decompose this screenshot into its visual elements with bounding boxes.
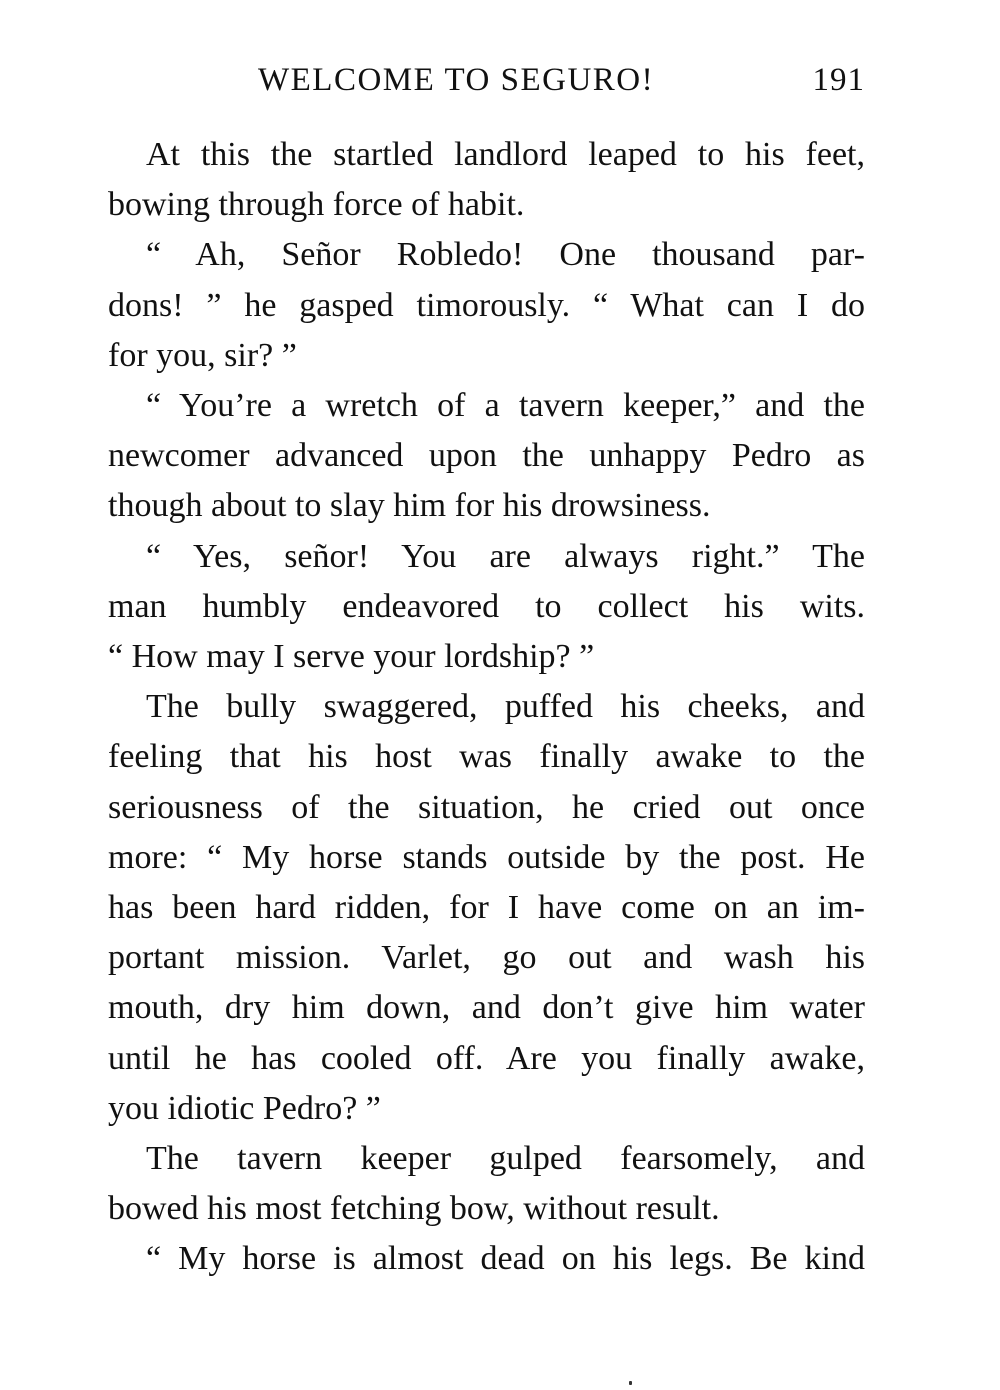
text-line: for you, sir? ” bbox=[108, 336, 297, 374]
running-title: WELCOME TO SEGURO! bbox=[258, 62, 655, 98]
text-line: The tavern keeper gulped fearsomely, and bbox=[146, 1140, 865, 1178]
body-text bbox=[108, 130, 865, 1285]
text-line: has been hard ridden, for I have come on an im- bbox=[108, 889, 865, 927]
paragraph bbox=[108, 1134, 865, 1234]
paragraph bbox=[108, 1234, 865, 1284]
paragraph bbox=[108, 230, 865, 381]
text-line: feeling that his host was finally awake to the bbox=[108, 738, 865, 776]
page-number: 191 bbox=[812, 62, 865, 98]
text-line: At this the startled landlord leaped to his feet, bbox=[146, 136, 865, 173]
paragraph bbox=[108, 532, 865, 683]
print-speck bbox=[629, 1381, 632, 1385]
text-line: “ My horse is almost dead on his legs. Be kind bbox=[146, 1240, 865, 1278]
text-line: you idiotic Pedro? ” bbox=[108, 1089, 381, 1127]
text-line: “ Yes, señor! You are always right.” The bbox=[146, 537, 865, 575]
text-line: newcomer advanced upon the unhappy Pedro as bbox=[108, 437, 865, 475]
page-header bbox=[108, 62, 865, 112]
text-line: more: “ My horse stands outside by the post. He bbox=[108, 838, 865, 876]
text-line: “ You’re a wretch of a tavern keeper,” and the bbox=[146, 387, 865, 425]
text-line: portant mission. Varlet, go out and wash his bbox=[108, 939, 865, 977]
paragraph bbox=[108, 381, 865, 532]
text-line: dons! ” he gasped timorously. “ What can I do bbox=[108, 286, 865, 324]
paragraph bbox=[108, 682, 865, 1134]
text-line: until he has cooled off. Are you finally awake, bbox=[108, 1039, 865, 1077]
text-line: seriousness of the situation, he cried out once bbox=[108, 788, 865, 826]
text-line: man humbly endeavored to collect his wits. bbox=[108, 587, 865, 625]
text-line: though about to slay him for his drowsiness. bbox=[108, 487, 711, 525]
text-line: “ Ah, Señor Robledo! One thousand par- bbox=[146, 236, 865, 274]
text-line: bowing through force of habit. bbox=[108, 186, 525, 224]
paragraph bbox=[108, 130, 865, 230]
text-line: bowed his most fetching bow, without result. bbox=[108, 1190, 720, 1228]
text-line: The bully swaggered, puffed his cheeks, and bbox=[146, 688, 865, 726]
text-line: mouth, dry him down, and don’t give him water bbox=[108, 989, 865, 1027]
text-line: “ How may I serve your lordship? ” bbox=[108, 638, 595, 676]
